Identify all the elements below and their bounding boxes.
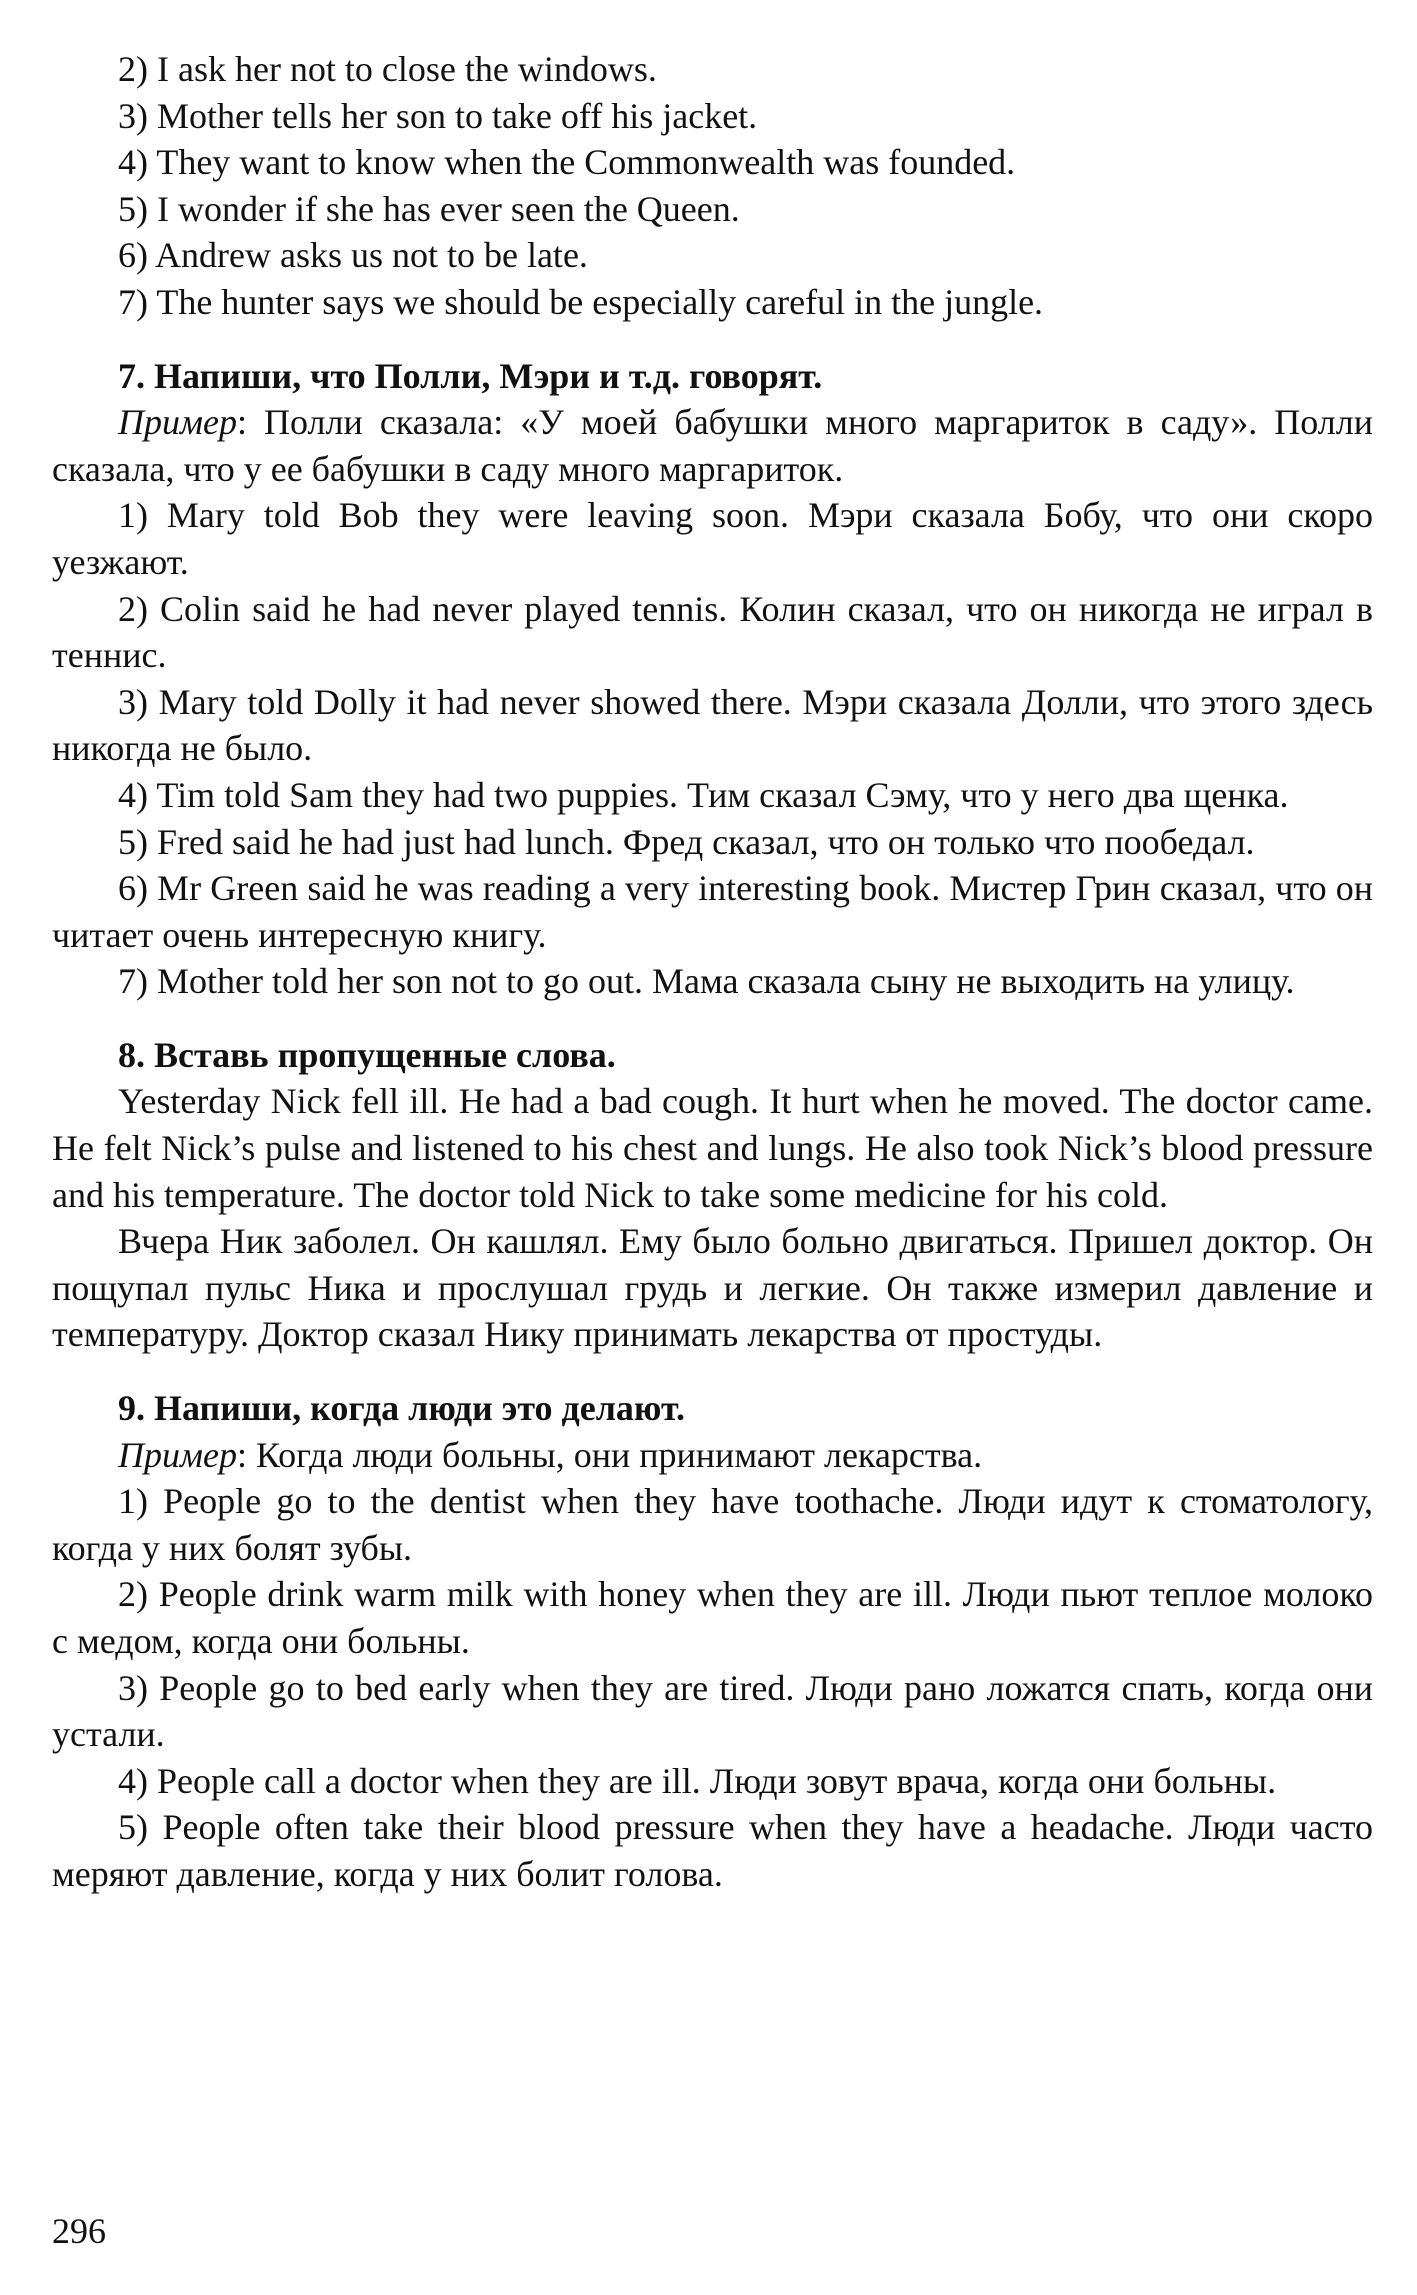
top-items bbox=[52, 46, 1373, 326]
section-7-heading: 7. Напиши, что Полли, Мэри и т.д. говорят. bbox=[118, 355, 823, 396]
list-item: 3) Mary told Dolly it had never showed there. Мэри сказала Долли, что этого здесь никогда не было. bbox=[52, 681, 1373, 769]
book-page bbox=[52, 46, 1373, 1898]
list-item: 6) Andrew asks us not to be late. bbox=[118, 235, 588, 276]
paragraph-russian: Вчера Ник заболел. Он кашлял. Ему было больно двигаться. Пришел доктор. Он пощупал пульс Ника и прослушал грудь и легкие. Он также измерил давление и температуру. Доктор сказал Нику принимать лекарства от простуды. bbox=[52, 1221, 1373, 1355]
list-item: 1) Mary told Bob they were leaving soon. Мэри сказала Бобу, что они скоро уезжают. bbox=[52, 495, 1373, 582]
list-item: 1) People go to the dentist when they have toothache. Люди идут к стоматологу, когда у них болят зубы. bbox=[52, 1481, 1373, 1568]
example-text: : Когда люди больны, они принимают лекарства. bbox=[236, 1434, 983, 1475]
example-text: : Полли сказала: «У моей бабушки много маргариток в саду». Полли сказала, что у ее бабушки в саду много маргариток. bbox=[52, 402, 1373, 489]
list-item: 2) People drink warm milk with honey when they are ill. Люди пьют теплое молоко с медом, когда они больны. bbox=[52, 1574, 1373, 1661]
list-item: 6) Mr Green said he was reading a very interesting book. Мистер Грин сказал, что он читает очень интересную книгу. bbox=[52, 868, 1373, 955]
section-7-example bbox=[52, 399, 1373, 492]
list-item: 3) People go to bed early when they are tired. Люди рано ложатся спать, когда они устали. bbox=[52, 1667, 1373, 1755]
list-item: 3) Mother tells her son to take off his jacket. bbox=[118, 95, 758, 136]
list-item: 7) Mother told her son not to go out. Мама сказала сыну не выходить на улицу. bbox=[118, 961, 1295, 1002]
list-item: 5) I wonder if she has ever seen the Queen. bbox=[118, 188, 740, 229]
example-label: Пример bbox=[118, 1434, 237, 1475]
list-item: 5) Fred said he had just had lunch. Фред сказал, что он только что пообедал. bbox=[118, 821, 1255, 862]
list-item: 7) The hunter says we should be especially careful in the jungle. bbox=[118, 281, 1044, 322]
section-9-heading: 9. Напиши, когда люди это делают. bbox=[118, 1388, 685, 1429]
example-label: Пример bbox=[118, 402, 237, 443]
list-item: 2) Colin said he had never played tennis. Колин сказал, что он никогда не играл в теннис. bbox=[52, 588, 1373, 676]
paragraph-english: Yesterday Nick fell ill. He had a bad cough. It hurt when he moved. The doctor came. He felt Nick’s pulse and listened to his chest and lungs. He also took Nick’s blood pressure and his temperature. The doctor told Nick to take some medicine for his cold. bbox=[52, 1081, 1373, 1215]
section-9-example bbox=[52, 1432, 1373, 1479]
page-number: 296 bbox=[52, 2211, 106, 2251]
section-8-heading: 8. Вставь пропущенные слова. bbox=[118, 1034, 616, 1075]
list-item: 4) Tim told Sam they had two puppies. Тим сказал Сэму, что у него два щенка. bbox=[118, 774, 1289, 815]
list-item: 5) People often take their blood pressure when they have a headache. Люди часто меряют давление, когда у них болит голова. bbox=[52, 1807, 1373, 1894]
list-item: 4) They want to know when the Commonwealth was founded. bbox=[118, 142, 1016, 183]
list-item: 2) I ask her not to close the windows. bbox=[118, 49, 657, 89]
list-item: 4) People call a doctor when they are ill. Люди зовут врача, когда они больны. bbox=[118, 1760, 1277, 1801]
